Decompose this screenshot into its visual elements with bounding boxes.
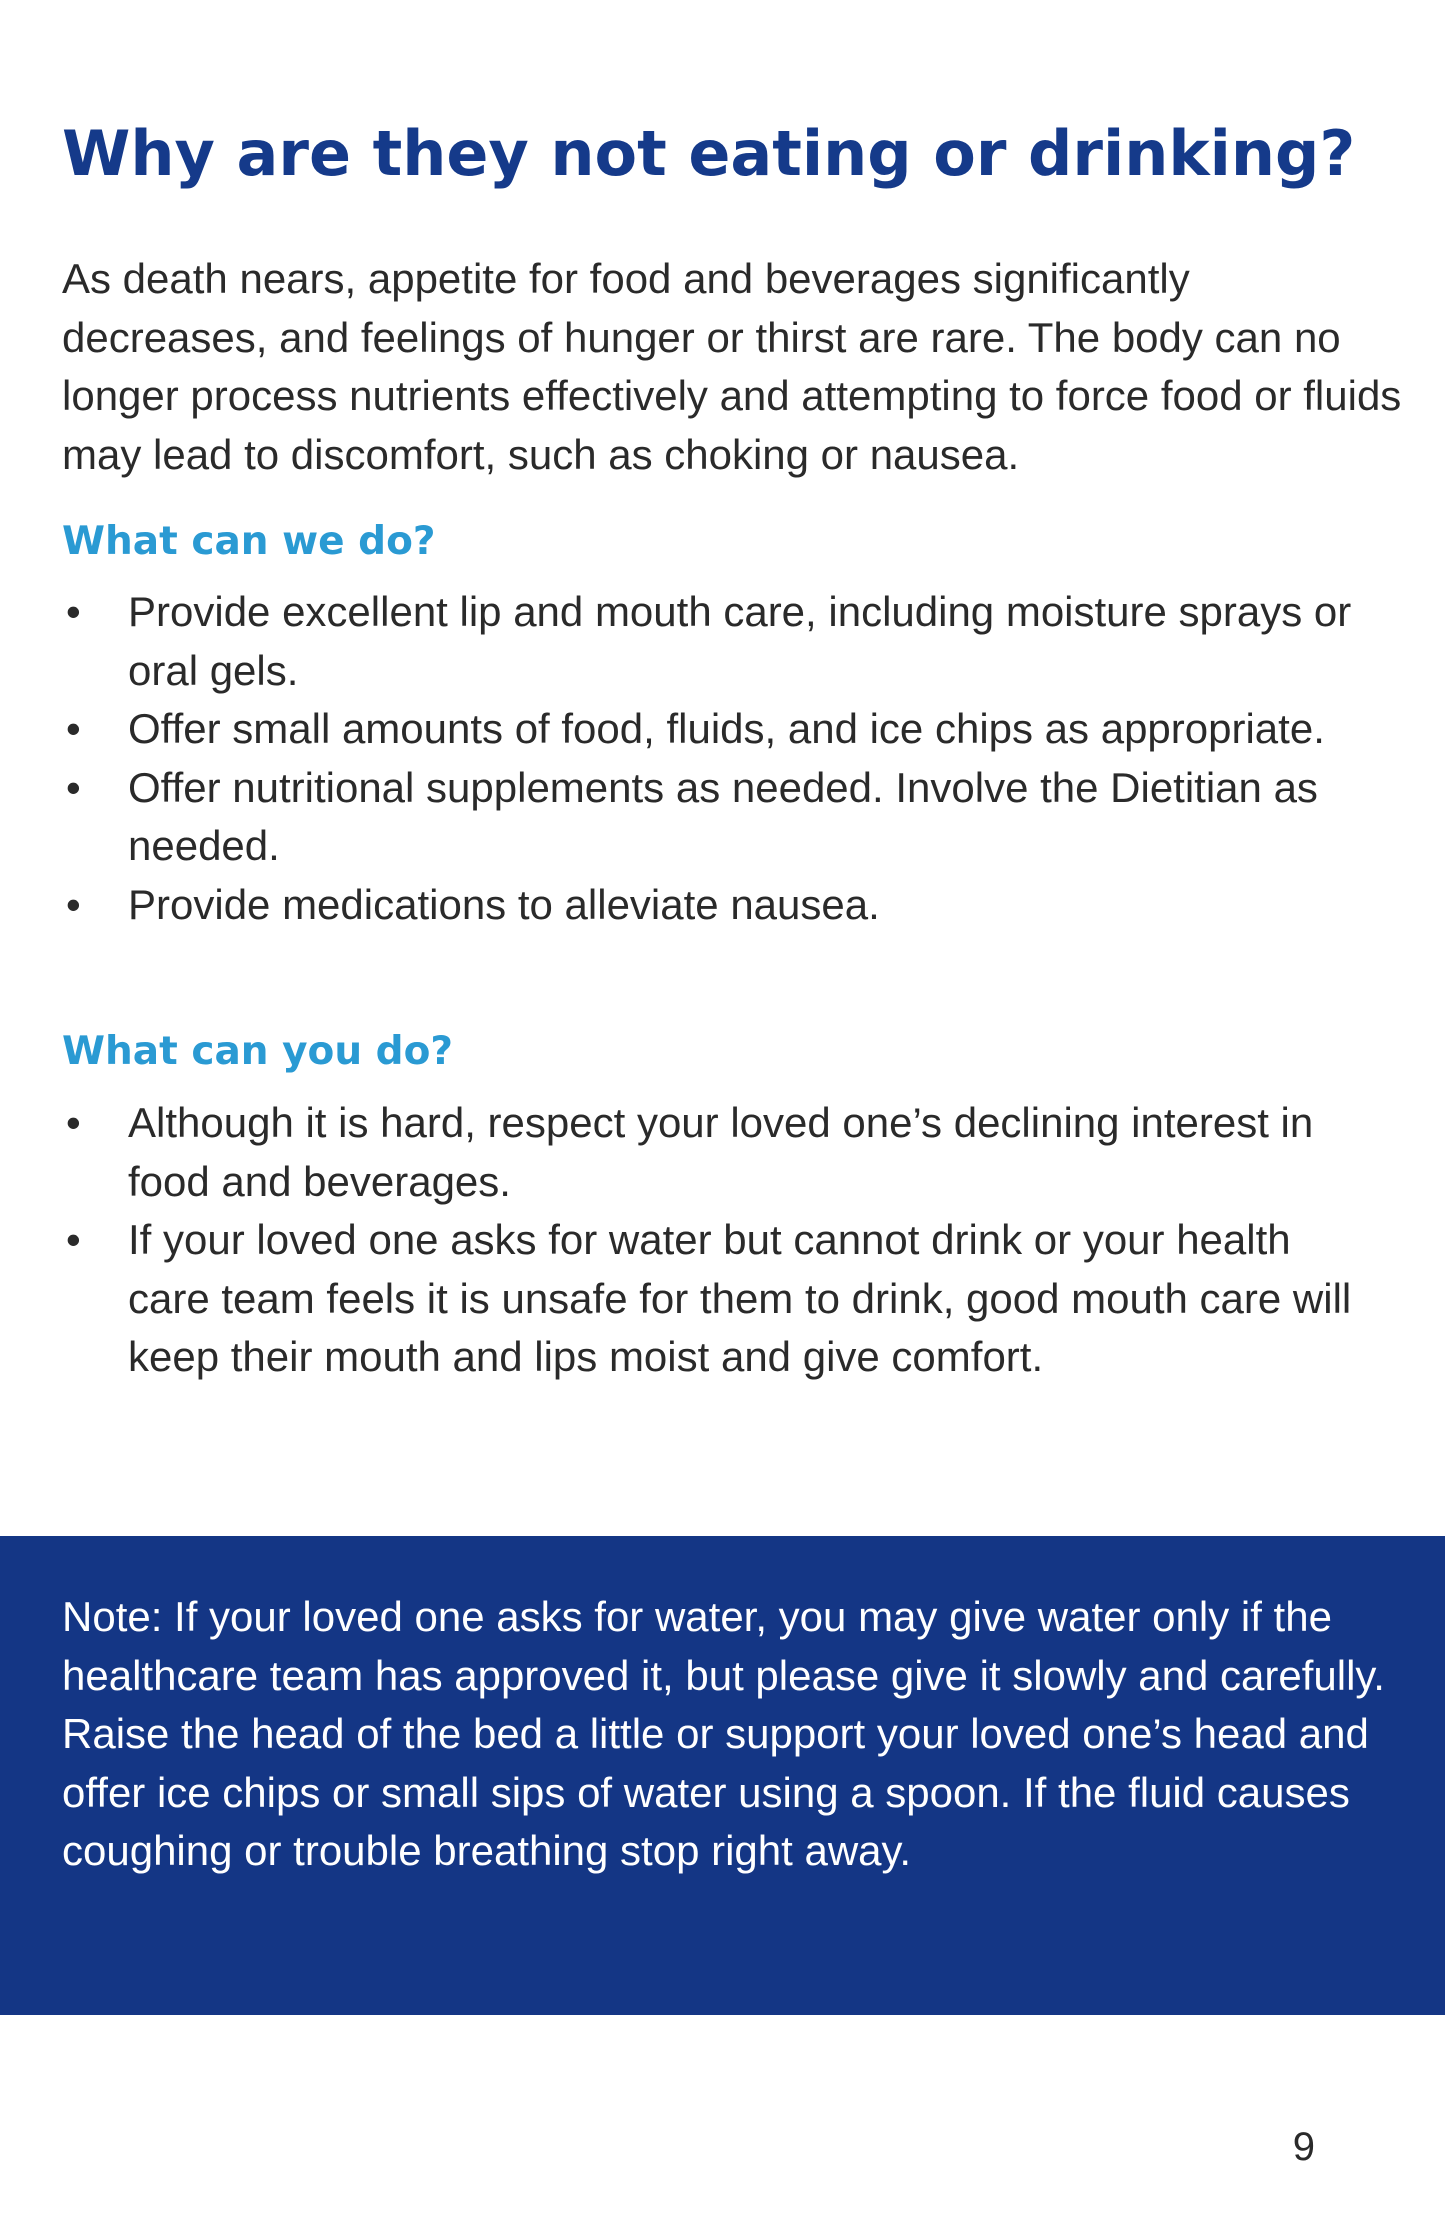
list-item-text: Provide excellent lip and mouth care, including moisture sprays or oral gels. (128, 588, 1352, 694)
list-item (62, 700, 1382, 759)
list-item-text: If your loved one asks for water but cannot drink or your health care team feels it is unsafe for them to drink, good mouth care will keep their mouth and lips moist and give comfort. (128, 1216, 1352, 1380)
bullet-icon: • (66, 705, 81, 752)
list-item (62, 583, 1382, 700)
list-item-text: Offer small amounts of food, fluids, and ice chips as appropriate. (128, 705, 1325, 752)
list-item (62, 1211, 1382, 1387)
note-text: Note: If your loved one asks for water, you may give water only if the healthcare team has approved it, but please give it slowly and carefully. Raise the head of the bed a little or support your loved one’s head and offer ice chips or small sips of water using a spoon. If the fluid causes coughing or trouble breathing stop right away. (62, 1593, 1385, 1874)
list-item-text: Offer nutritional supplements as needed. Involve the Dietitian as needed. (128, 763, 1318, 869)
section-heading-we: What can we do? (62, 519, 436, 564)
section-heading-you: What can you do? (62, 1029, 453, 1074)
bullet-list-we (62, 583, 1382, 934)
list-item-text: Although it is hard, respect your loved one’s declining interest in food and beverages. (128, 1099, 1314, 1205)
list-item (62, 759, 1382, 876)
bullet-icon: • (66, 763, 81, 811)
list-item (62, 876, 1382, 935)
list-item (62, 1094, 1382, 1211)
note-panel (0, 1536, 1445, 2015)
bullet-icon: • (66, 588, 81, 635)
bullet-icon: • (66, 880, 81, 928)
bullet-list-you (62, 1094, 1382, 1387)
page-title: Why are they not eating or drinking? (62, 117, 1356, 190)
list-item-text: Provide medications to alleviate nausea. (128, 880, 880, 928)
bullet-icon: • (66, 1099, 81, 1146)
intro-paragraph: As death nears, appetite for food and beverages significantly decreases, and feelings of hunger or thirst are rare. The body can no longer process nutrients effectively and attempting to force food or fluids may lead to discomfort, such as choking or nausea. (62, 255, 1402, 478)
bullet-icon: • (66, 1216, 81, 1263)
page-number: 9 (1292, 2125, 1315, 2169)
